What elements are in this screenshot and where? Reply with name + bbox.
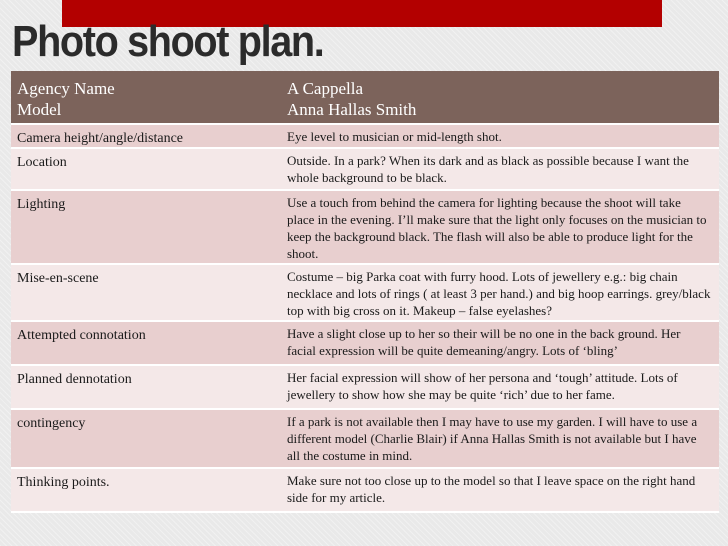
table-row xyxy=(11,264,719,321)
header-label-line: Model xyxy=(17,100,62,119)
row-value: Make sure not too close up to the model so that I leave space on the right hand side for my article. xyxy=(282,468,719,512)
table-row xyxy=(11,148,719,190)
header-label-line: Agency Name xyxy=(17,79,115,98)
row-value: Costume – big Parka coat with furry hood. Lots of jewellery e.g.: big chain necklace and lots of rings ( at least 3 per hand.) and big hoop earrings. grey/black top with big cross on it. Makeup – false eyelashes? xyxy=(282,264,719,321)
row-label: Mise-en-scene xyxy=(11,264,282,321)
photo-shoot-plan-table xyxy=(11,71,719,513)
row-value: Have a slight close up to her so their will be no one in the back ground. Her facial expression will be quite demeaning/angry. Lots of ‘bling’ xyxy=(282,321,719,365)
table-row xyxy=(11,190,719,264)
table-row xyxy=(11,365,719,409)
row-value: Use a touch from behind the camera for lighting because the shoot will take place in the evening. I’ll make sure that the light only focuses on the musician to keep the background black. The flash will also be able to produce light for the shoot. xyxy=(282,190,719,264)
table-row xyxy=(11,468,719,512)
row-value: If a park is not available then I may have to use my garden. I will have to use a different model (Charlie Blair) if Anna Hallas Smith is not available but I have all the costume in mind. xyxy=(282,409,719,468)
row-label: Attempted connotation xyxy=(11,321,282,365)
header-value-line: Anna Hallas Smith xyxy=(287,100,417,119)
row-value: Eye level to musician or mid-length shot. xyxy=(282,124,719,148)
row-value: Outside. In a park? When its dark and as black as possible because I want the whole background to be black. xyxy=(282,148,719,190)
row-label: Location xyxy=(11,148,282,190)
table-header-row xyxy=(11,71,719,124)
row-label: Lighting xyxy=(11,190,282,264)
page-title: Photo shoot plan. xyxy=(12,17,324,66)
row-label: Camera height/angle/distance xyxy=(11,124,282,148)
row-label: Planned dennotation xyxy=(11,365,282,409)
header-label-cell xyxy=(11,71,282,124)
table-row xyxy=(11,321,719,365)
header-value-cell xyxy=(282,71,719,124)
header-value-line: A Cappella xyxy=(287,79,364,98)
table-row xyxy=(11,124,719,148)
row-label: contingency xyxy=(11,409,282,468)
row-label: Thinking points. xyxy=(11,468,282,512)
table-row xyxy=(11,409,719,468)
row-value: Her facial expression will show of her persona and ‘tough’ attitude. Lots of jewellery to show how she may be quite ‘rich’ due to her fame. xyxy=(282,365,719,409)
